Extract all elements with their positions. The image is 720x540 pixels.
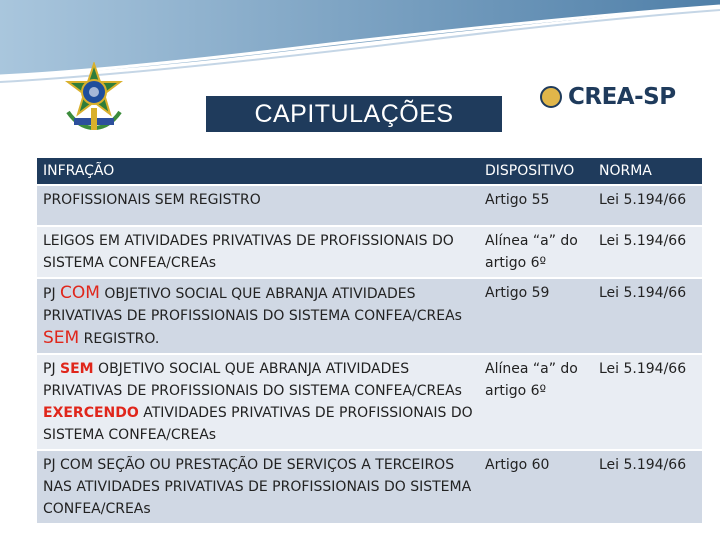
crea-sp-logo — [540, 84, 704, 110]
highlight-exercendo: EXERCENDO — [43, 405, 139, 421]
cell-infracao — [37, 354, 479, 450]
text-segment: OBJETIVO SOCIAL QUE ABRANJA ATIVIDADES PRIVATIVAS DE PROFISSIONAIS DO SISTEMA CONFEA/CREAs — [43, 286, 462, 324]
cell-dispositivo: Artigo 60 — [479, 450, 593, 523]
header-norma: NORMA — [593, 158, 702, 185]
table-row — [37, 185, 702, 226]
cell-infracao: LEIGOS EM ATIVIDADES PRIVATIVAS DE PROFISSIONAIS DO SISTEMA CONFEA/CREAs — [37, 226, 479, 278]
table-row — [37, 278, 702, 354]
page-title: CAPITULAÇÕES — [206, 96, 502, 132]
table-row — [37, 354, 702, 450]
highlight-sem: SEM — [60, 361, 94, 377]
cell-norma: Lei 5.194/66 — [593, 185, 702, 226]
cell-norma: Lei 5.194/66 — [593, 354, 702, 450]
text-segment: PJ — [43, 286, 61, 302]
cell-dispositivo: Alínea “a” do artigo 6º — [479, 354, 593, 450]
text-segment: REGISTRO. — [79, 331, 160, 347]
cell-infracao — [37, 278, 479, 354]
text-segment: OBJETIVO SOCIAL QUE ABRANJA ATIVIDADES PRIVATIVAS DE PROFISSIONAIS DO SISTEMA CONFEA/CREAs — [43, 361, 462, 399]
cell-norma: Lei 5.194/66 — [593, 278, 702, 354]
highlight-sem: SEM — [43, 328, 80, 348]
header-infracao: INFRAÇÃO — [37, 158, 479, 185]
table-header-row — [37, 158, 702, 185]
cell-dispositivo: Artigo 59 — [479, 278, 593, 354]
header-dispositivo: DISPOSITIVO — [479, 158, 593, 185]
cell-infracao: PROFISSIONAIS SEM REGISTRO — [37, 185, 479, 226]
cell-dispositivo: Alínea “a” do artigo 6º — [479, 226, 593, 278]
text-segment: ATIVIDADES PRIVATIVAS DE PROFISSIONAIS DO SISTEMA CONFEA/CREAs — [43, 405, 473, 443]
capitulacoes-table — [37, 158, 702, 523]
cell-dispositivo: Artigo 55 — [479, 185, 593, 226]
cell-norma: Lei 5.194/66 — [593, 450, 702, 523]
crea-emblem-icon — [540, 86, 562, 108]
text-segment: PJ — [43, 361, 61, 377]
highlight-com: COM — [60, 283, 100, 303]
table-row — [37, 450, 702, 523]
cell-infracao: PJ COM SEÇÃO OU PRESTAÇÃO DE SERVIÇOS A TERCEIROS NAS ATIVIDADES PRIVATIVAS DE PROFISSIONAIS DO SISTEMA CONFEA/CREAs — [37, 450, 479, 523]
brazil-coat-of-arms-icon — [60, 62, 128, 134]
logo-text: CREA-SP — [568, 84, 676, 110]
cell-norma: Lei 5.194/66 — [593, 226, 702, 278]
table-row — [37, 226, 702, 278]
